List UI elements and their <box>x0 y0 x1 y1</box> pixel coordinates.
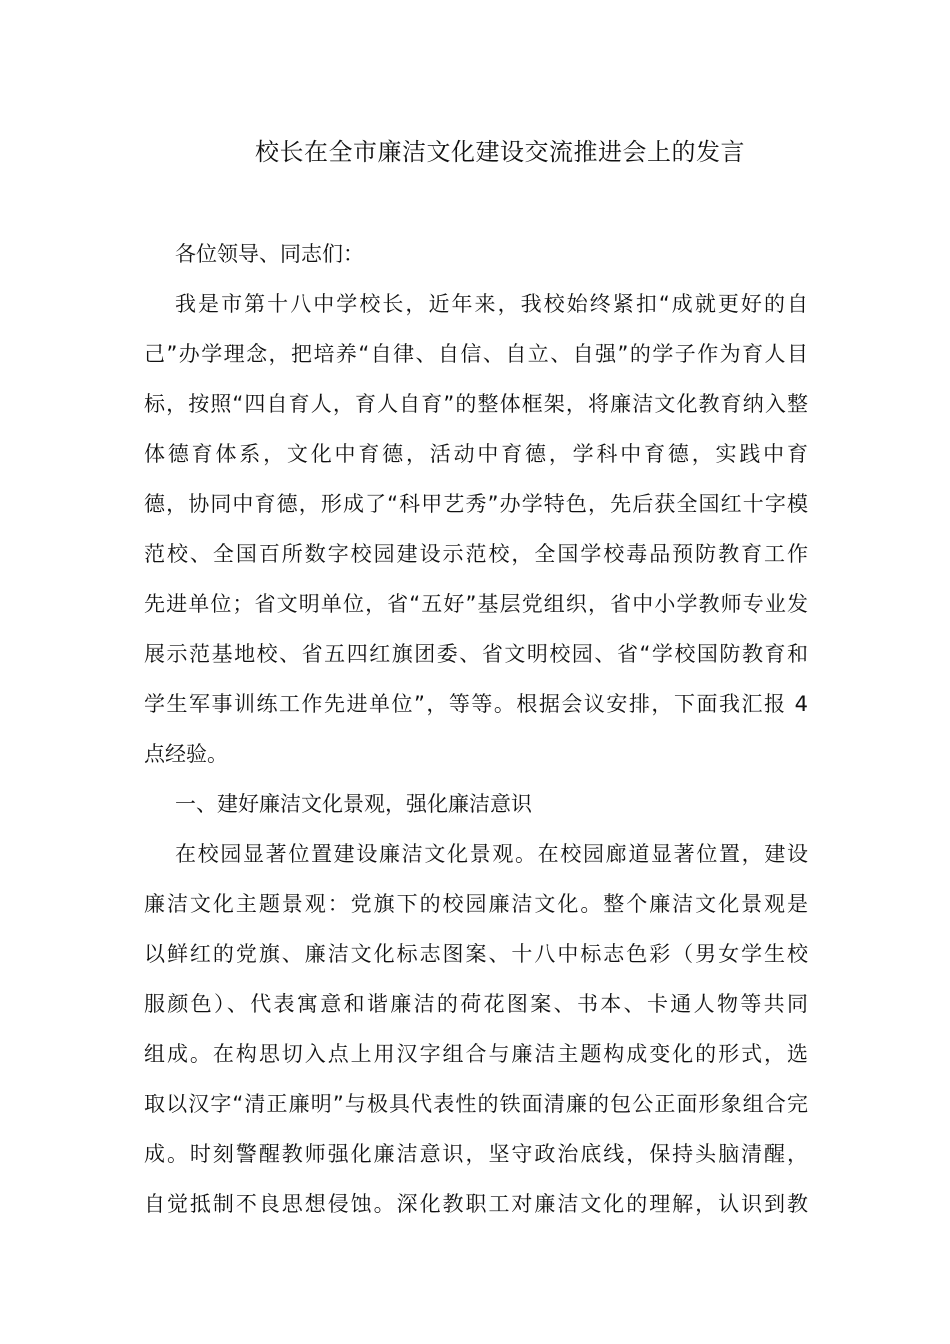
salutation: 各位领导、同志们： <box>175 242 364 266</box>
paragraph-line: 自觉抵制不良思想侵蚀。深化教职工对廉洁文化的理解，认识到教 <box>144 1192 808 1216</box>
paragraph-line: 组成。在构思切入点上用汉字组合与廉洁主题构成变化的形式，选 <box>144 1042 808 1066</box>
paragraph-line: 德，协同中育德，形成了“科甲艺秀”办学特色，先后获全国红十字模 <box>144 492 808 516</box>
paragraph-line: 己”办学理念，把培养“自律、自信、自立、自强”的学子作为育人目 <box>144 342 808 366</box>
paragraph-line: 以鲜红的党旗、廉洁文化标志图案、十八中标志色彩（男女学生校 <box>144 942 808 966</box>
paragraph-line: 学生军事训练工作先进单位”，等等。根据会议安排，下面我汇报 4 <box>144 692 808 716</box>
paragraph-line: 展示范基地校、省五四红旗团委、省文明校园、省“学校国防教育和 <box>144 642 808 666</box>
section-heading: 一、建好廉洁文化景观，强化廉洁意识 <box>175 792 532 816</box>
paragraph-line: 范校、全国百所数字校园建设示范校，全国学校毒品预防教育工作 <box>144 542 808 566</box>
paragraph-line: 我是市第十八中学校长，近年来，我校始终紧扣“成就更好的自 <box>175 292 808 316</box>
paragraph-line: 取以汉字“清正廉明”与极具代表性的铁面清廉的包公正面形象组合完 <box>144 1092 808 1116</box>
paragraph-line: 先进单位；省文明单位，省“五好”基层党组织，省中小学教师专业发 <box>144 592 808 616</box>
paragraph-line: 标，按照“四自育人，育人自育”的整体框架，将廉洁文化教育纳入整 <box>144 392 808 416</box>
paragraph-line: 服颜色）、代表寓意和谐廉洁的荷花图案、书本、卡通人物等共同 <box>144 992 808 1016</box>
document-body <box>144 229 808 1229</box>
paragraph-line: 在校园显著位置建设廉洁文化景观。在校园廊道显著位置，建设 <box>175 842 808 866</box>
paragraph-line: 廉洁文化主题景观：党旗下的校园廉洁文化。整个廉洁文化景观是 <box>144 892 808 916</box>
paragraph-line: 成。时刻警醒教师强化廉洁意识，坚守政治底线，保持头脑清醒， <box>144 1142 808 1166</box>
paragraph-line: 体德育体系，文化中育德，活动中育德，学科中育德，实践中育 <box>144 442 808 466</box>
paragraph-line: 点经验。 <box>144 742 228 766</box>
document-title: 校长在全市廉洁文化建设交流推进会上的发言 <box>255 138 745 166</box>
